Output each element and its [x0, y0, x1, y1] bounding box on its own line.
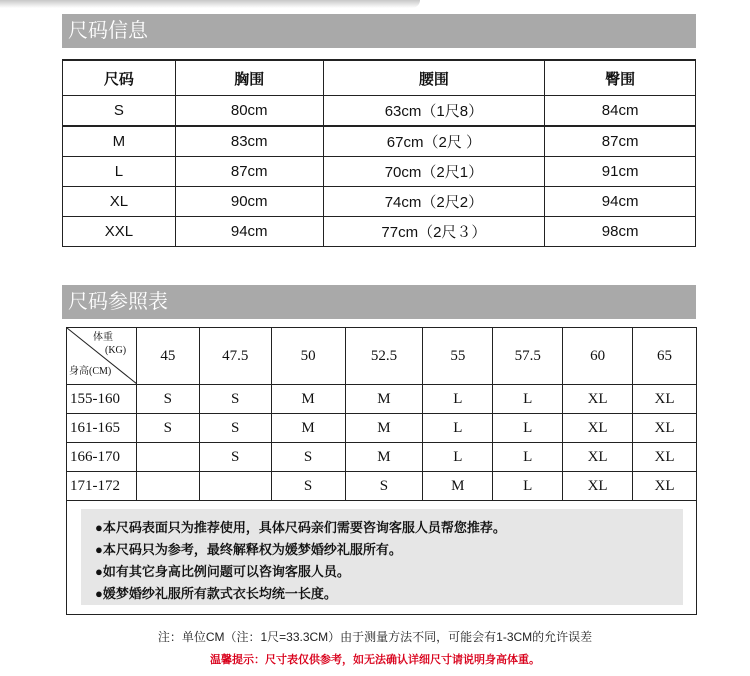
hip-cell: 84cm	[545, 96, 696, 127]
warm-tip-warning: 温馨提示：尺寸表仅供参考，如无法确认详细尺寸请说明身高体重。	[210, 654, 540, 666]
table-row	[63, 217, 696, 247]
height-range-cell: 171-172	[67, 472, 137, 501]
size-cell	[136, 443, 199, 472]
table-row	[63, 96, 696, 127]
size-cell: M	[423, 472, 493, 501]
size-cell: XL	[633, 472, 697, 501]
size-cell: M	[63, 126, 176, 157]
waist-cell: 70cm（2尺1）	[323, 157, 545, 187]
size-cell: S	[271, 472, 345, 501]
table-row	[67, 385, 697, 414]
note-line: ●本尺码表面只为推荐使用，具体尺码亲们需要咨询客服人员帮您推荐。	[95, 520, 506, 535]
size-cell: M	[345, 414, 423, 443]
height-range-cell: 155-160	[67, 385, 137, 414]
waist-cell: 67cm（2尺 ）	[323, 126, 545, 157]
size-cell: S	[271, 443, 345, 472]
weight-header-cell: 65	[633, 328, 697, 385]
weight-header-cell: 45	[136, 328, 199, 385]
weight-unit-label: (KG)	[105, 345, 127, 356]
note-line: ●如有其它身高比例问题可以咨询客服人员。	[95, 564, 350, 579]
note-line: ●本尺码只为参考，最终解释权为媛梦婚纱礼服所有。	[95, 542, 402, 557]
weight-header-cell: 52.5	[345, 328, 423, 385]
bust-cell: 94cm	[175, 217, 323, 247]
weight-header-cell: 55	[423, 328, 493, 385]
size-cell: L	[423, 385, 493, 414]
weight-header-cell: 50	[271, 328, 345, 385]
size-cell: XL	[563, 414, 633, 443]
size-cell: XL	[63, 187, 176, 217]
bust-cell: 83cm	[175, 126, 323, 157]
size-reference-table	[66, 327, 697, 501]
notes-box	[81, 509, 683, 605]
size-cell: XL	[633, 414, 697, 443]
hip-cell: 87cm	[545, 126, 696, 157]
bust-cell: 87cm	[175, 157, 323, 187]
size-cell: L	[423, 443, 493, 472]
size-cell: L	[493, 443, 563, 472]
size-cell: L	[493, 385, 563, 414]
notes-frame	[66, 497, 697, 615]
table-row	[67, 443, 697, 472]
bust-cell: 90cm	[175, 187, 323, 217]
height-range-cell: 166-170	[67, 443, 137, 472]
reference-header-row	[67, 328, 697, 385]
weight-header-cell: 57.5	[493, 328, 563, 385]
size-info-header: 尺码信息	[62, 14, 696, 48]
top-shadow-decoration	[0, 0, 420, 8]
size-cell: S	[199, 414, 271, 443]
hip-cell: 98cm	[545, 217, 696, 247]
height-label: 身高(CM)	[69, 366, 112, 377]
size-cell: S	[136, 385, 199, 414]
table-row	[63, 157, 696, 187]
column-header-waist: 腰围	[323, 60, 545, 96]
table-row	[63, 126, 696, 157]
size-cell: M	[345, 385, 423, 414]
size-cell: L	[63, 157, 176, 187]
size-cell: M	[271, 414, 345, 443]
column-header-size: 尺码	[63, 60, 176, 96]
size-cell: XXL	[63, 217, 176, 247]
note-line: ●媛梦婚纱礼服所有款式衣长均统一长度。	[95, 586, 337, 601]
bust-cell: 80cm	[175, 96, 323, 127]
table-row	[63, 187, 696, 217]
height-range-cell: 161-165	[67, 414, 137, 443]
size-cell: XL	[633, 385, 697, 414]
size-cell: S	[199, 385, 271, 414]
diagonal-corner-cell	[67, 328, 137, 385]
column-header-hip: 臀围	[545, 60, 696, 96]
waist-cell: 74cm（2尺2）	[323, 187, 545, 217]
size-cell: L	[493, 472, 563, 501]
size-cell: XL	[563, 472, 633, 501]
weight-header-cell: 60	[563, 328, 633, 385]
size-cell: S	[136, 414, 199, 443]
size-cell: L	[423, 414, 493, 443]
weight-label: 体重	[93, 332, 113, 343]
waist-cell: 63cm（1尺8）	[323, 96, 545, 127]
size-info-table	[62, 59, 696, 247]
size-cell: XL	[633, 443, 697, 472]
size-cell: M	[345, 443, 423, 472]
size-cell: XL	[563, 385, 633, 414]
column-header-bust: 胸围	[175, 60, 323, 96]
hip-cell: 91cm	[545, 157, 696, 187]
size-cell: M	[271, 385, 345, 414]
size-reference-header: 尺码参照表	[62, 285, 696, 319]
size-cell: L	[493, 414, 563, 443]
size-cell: XL	[563, 443, 633, 472]
size-cell: S	[345, 472, 423, 501]
weight-header-cell: 47.5	[199, 328, 271, 385]
size-cell: S	[63, 96, 176, 127]
table-row	[67, 414, 697, 443]
size-table-header-row	[63, 60, 696, 96]
hip-cell: 94cm	[545, 187, 696, 217]
size-cell: S	[199, 443, 271, 472]
waist-cell: 77cm（2尺３）	[323, 217, 545, 247]
measurement-note: 注：单位CM（注：1尺=33.3CM）由于测量方法不同，可能会有1-3CM的允许误差	[157, 630, 593, 644]
